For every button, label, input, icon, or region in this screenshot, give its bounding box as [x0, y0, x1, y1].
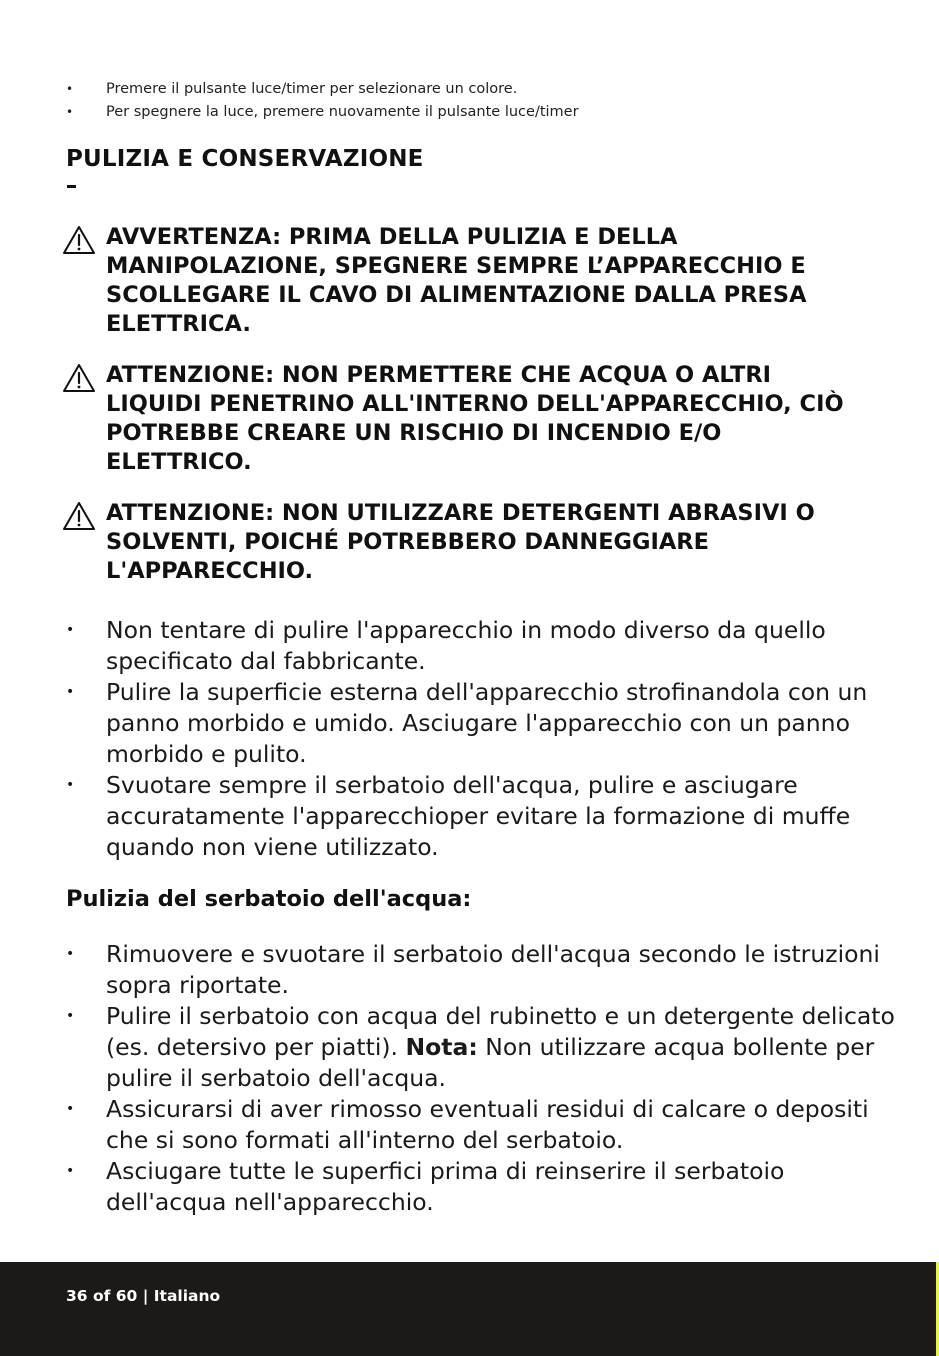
- warning-triangle-icon: [62, 363, 96, 393]
- list-item-text: Svuotare sempre il serbatoio dell'acqua, pulire e asciugare accuratamente l'apparecchioper evitare la formazione di muffe quando non viene utilizzato.: [106, 771, 851, 861]
- warning-block: [62, 223, 892, 339]
- list-item-text: Non utilizzare acqua bollente per pulire il serbatoio dell'acqua.: [106, 1033, 875, 1092]
- list-item-text: Pulire la superficie esterna dell'apparecchio strofinandola con un panno morbido e umido. Asciugare l'apparecchio con un panno morbido e pulito.: [106, 678, 868, 768]
- list-item-text: Rimuovere e svuotare il serbatoio dell'acqua secondo le istruzioni sopra riportate.: [106, 940, 880, 999]
- list-item-text: Pulire il serbatoio con acqua del rubinetto e un detergente delicato (es. detersivo per piatti).: [106, 1002, 895, 1061]
- bullet-icon: •: [66, 1008, 75, 1024]
- warning-block: [62, 361, 892, 477]
- warning-triangle-icon: [62, 225, 96, 255]
- bullet-icon: •: [66, 946, 75, 962]
- note-label: Nota:: [405, 1033, 478, 1061]
- section-title-underline: [67, 185, 76, 188]
- bullet-icon: •: [66, 622, 75, 638]
- section-title: PULIZIA E CONSERVAZIONE: [66, 146, 424, 172]
- list-item: [64, 101, 884, 124]
- list-item: [64, 770, 896, 863]
- list-item-text: Per spegnere la luce, premere nuovamente il pulsante luce/timer: [106, 104, 579, 120]
- list-item: [64, 1001, 904, 1094]
- page-number-label: 36 of 60 | Italiano: [66, 1287, 221, 1305]
- list-item: [64, 615, 896, 677]
- list-item: [64, 1156, 904, 1218]
- bullet-icon: •: [66, 82, 74, 96]
- list-item: [64, 1094, 904, 1156]
- warning-triangle-icon: [62, 501, 96, 531]
- list-item: [64, 78, 884, 101]
- list-item: [64, 939, 896, 1001]
- tank-cleaning-bullet-list: [64, 939, 904, 1218]
- bullet-icon: •: [66, 777, 75, 793]
- warning-text: ATTENZIONE: NON UTILIZZARE DETERGENTI ABRASIVI O SOLVENTI, POICHÉ POTREBBERO DANNEGGIARE L'APPARECCHIO.: [106, 500, 815, 584]
- list-item-text: Assicurarsi di aver rimosso eventuali residui di calcare o depositi che si sono formati all'interno del serbatoio.: [106, 1095, 869, 1154]
- bullet-icon: •: [66, 684, 75, 700]
- warning-text: ATTENZIONE: NON PERMETTERE CHE ACQUA O ALTRI LIQUIDI PENETRINO ALL'INTERNO DELL'APPARECCHIO, CIÒ POTREBBE CREARE UN RISCHIO DI INCENDIO E/O ELETTRICO.: [106, 362, 844, 475]
- list-item: [64, 677, 904, 770]
- intro-bullet-list: [64, 78, 884, 124]
- subsection-heading: Pulizia del serbatoio dell'acqua:: [66, 886, 472, 912]
- list-item-text: Premere il pulsante luce/timer per selezionare un colore.: [106, 81, 518, 97]
- bullet-icon: •: [66, 1163, 75, 1179]
- list-item-text: Non tentare di pulire l'apparecchio in modo diverso da quello specificato dal fabbricante.: [106, 616, 826, 675]
- list-item-text: Asciugare tutte le superfici prima di reinserire il serbatoio dell'acqua nell'apparecchio.: [106, 1157, 785, 1216]
- bullet-icon: •: [66, 105, 74, 119]
- bullet-icon: •: [66, 1101, 75, 1117]
- page-footer: [0, 1262, 939, 1356]
- warning-block: [62, 499, 892, 586]
- cleaning-bullet-list: [64, 615, 904, 863]
- warning-text: AVVERTENZA: PRIMA DELLA PULIZIA E DELLA MANIPOLAZIONE, SPEGNERE SEMPRE L’APPARECCHIO E SCOLLEGARE IL CAVO DI ALIMENTAZIONE DALLA PRESA ELETTRICA.: [106, 224, 807, 337]
